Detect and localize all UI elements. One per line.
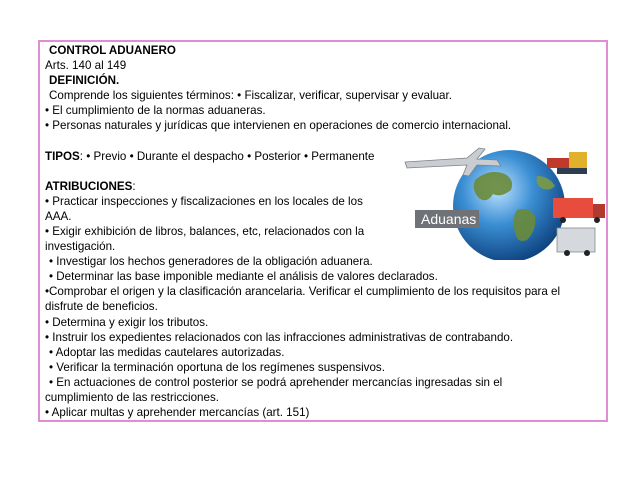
atribuciones-label: ATRIBUCIONES (45, 179, 133, 193)
truck-icon (553, 198, 605, 223)
tipos-label: TIPOS (45, 149, 80, 163)
customs-globe-image (397, 140, 609, 260)
cargo-truck-icon (557, 228, 595, 256)
definition-line: • El cumplimiento de la normas aduaneras. (45, 104, 266, 118)
image-caption: Aduanas (421, 211, 477, 227)
atribucion-item: • Determinar las base imponible mediante el análisis de valores declarados. (49, 270, 438, 284)
atribucion-item: • Verificar la terminación oportuna de los regímenes suspensivos. (49, 360, 385, 374)
heading: CONTROL ADUANERO (49, 44, 176, 57)
atribucion-item: •Comprobar el origen y la clasificación arancelaria. Verificar el cumplimiento de los requisitos para el (45, 285, 561, 299)
atribucion-item: • Practicar inspecciones y fiscalizaciones en los locales de los (45, 194, 363, 208)
atribucion-item: cumplimiento de las restricciones. (45, 390, 219, 404)
definition-line: Comprende los siguientes términos: • Fiscalizar, verificar, supervisar y evaluar. (49, 89, 452, 103)
atribucion-item: disfrute de beneficios. (45, 300, 158, 314)
tipos-text: : • Previo • Durante el despacho • Posterior • Permanente (79, 149, 375, 163)
atribuciones-title: ATRIBUCIONES: (45, 179, 136, 193)
atribucion-item: AAA. (45, 209, 72, 223)
atribucion-item: • Aplicar multas y aprehender mercancías (art. 151) (45, 406, 310, 420)
articles-ref: Arts. 140 al 149 (45, 59, 127, 73)
atribucion-item: • Determina y exigir los tributos. (45, 315, 209, 329)
atribucion-item: • Adoptar las medidas cautelares autorizadas. (49, 345, 285, 359)
atribucion-item: • En actuaciones de control posterior se podrá aprehender mercancías ingresadas sin el (49, 375, 503, 389)
container-ship-icon (547, 152, 587, 174)
atribucion-item: investigación. (45, 240, 116, 254)
atribucion-item: • Instruir los expedientes relacionados con las infracciones administrativas de contrabando. (45, 330, 514, 344)
definition-line: • Personas naturales y jurídicas que intervienen en operaciones de comercio internacional. (45, 119, 512, 133)
definition-title: DEFINICIÓN. (49, 74, 120, 88)
atribucion-item: • Investigar los hechos generadores de la obligación aduanera. (49, 255, 373, 269)
atribucion-item: • Exigir exhibición de libros, balances, etc, relacionados con la (45, 224, 365, 238)
